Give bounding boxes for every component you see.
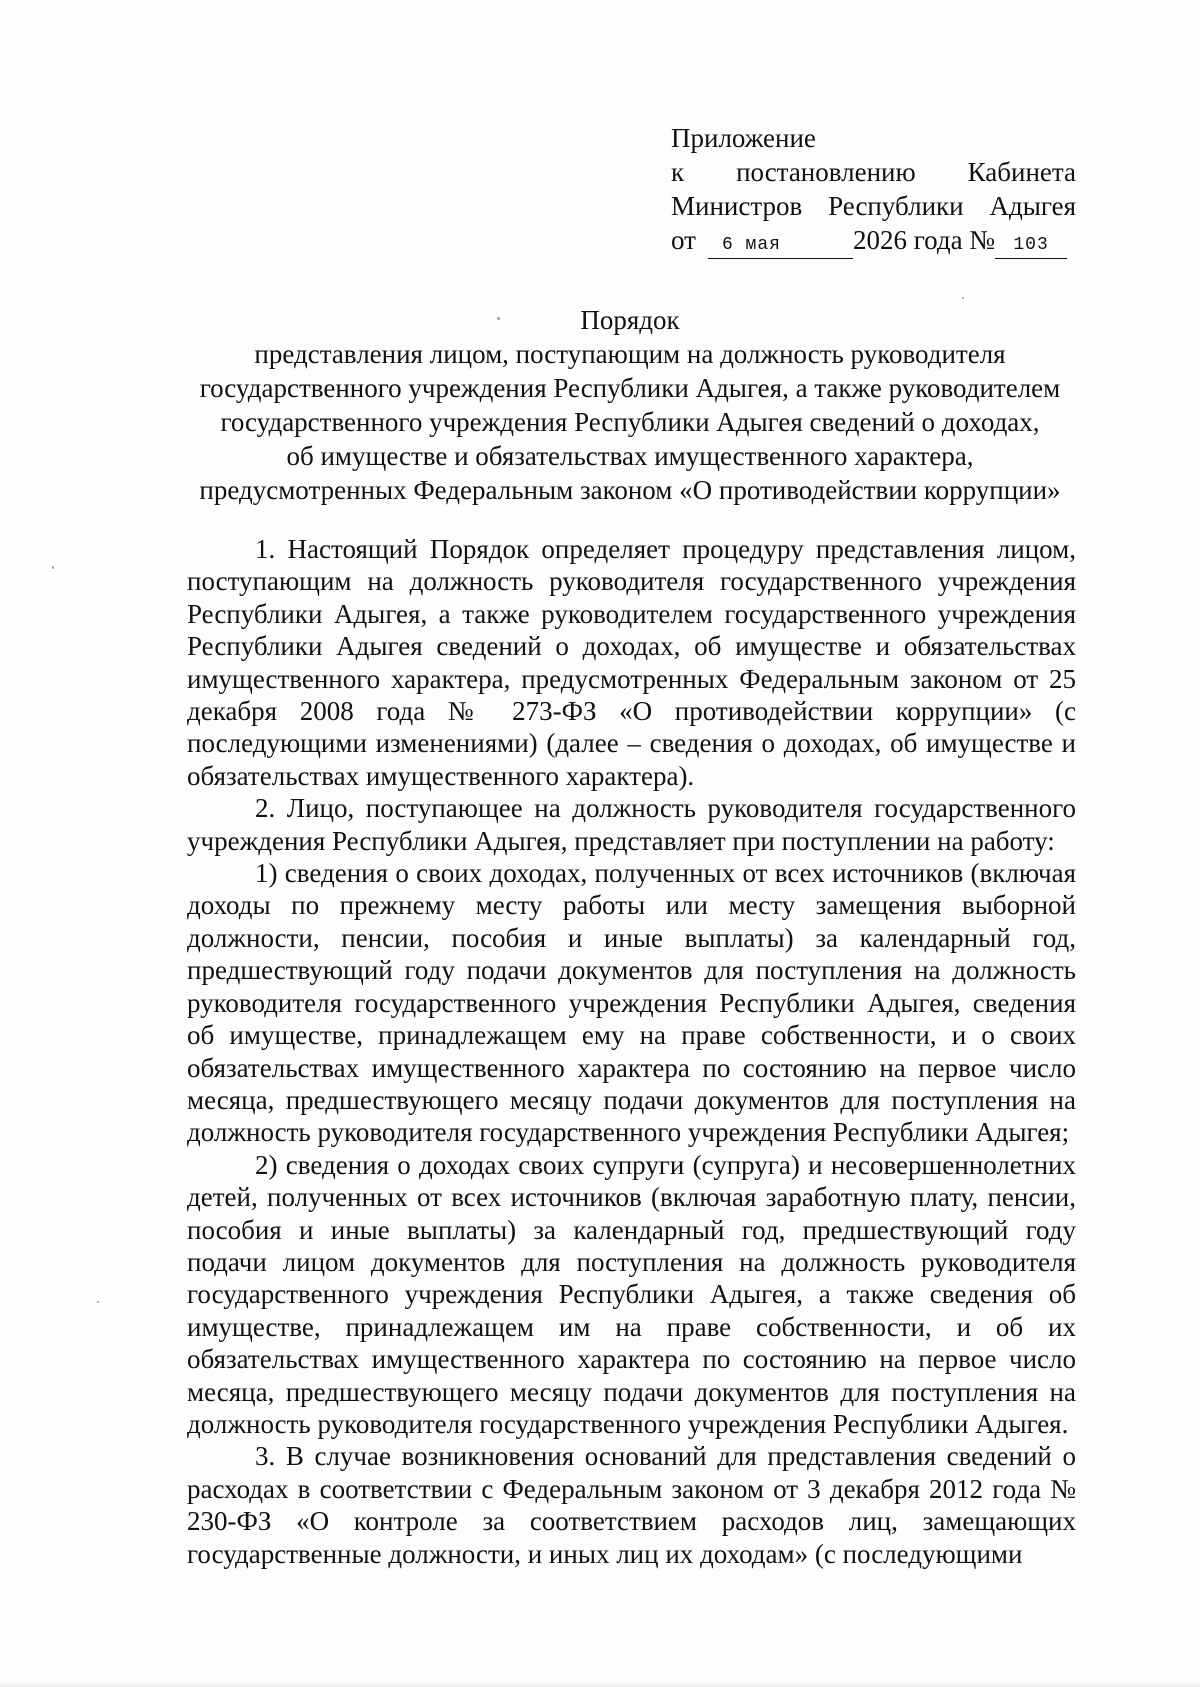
title-line: об имуществе и обязательствах имущественного характера, [286, 441, 974, 471]
title-line: государственного учреждения Республики Адыгея сведений о доходах, [220, 407, 1040, 437]
title-line: государственного учреждения Республики Адыгея, а также руководителем [199, 373, 1061, 403]
date-year: 2026 года № [852, 225, 996, 255]
paragraph-1: 1. Настоящий Порядок определяет процедуру представления лицом, поступающим на должность руководителя государственного учреждения Республики Адыгея, а также руководителем государственного учреждения Республики Адыгея сведений о доходах, об имуществе и обязательствах имущественного характера, предусмотренных Федеральным законом от 25 декабря 2008 года № 273-ФЗ «О противодействии коррупции» (с последующими изменениями) (далее – сведения о доходах, об имуществе и обязательствах имущественного характера). [187, 534, 1076, 791]
appendix-header [671, 121, 1076, 259]
title-line: представления лицом, поступающим на должность руководителя [254, 339, 1006, 369]
scan-speck [962, 297, 964, 299]
scan-speck [97, 1301, 99, 1303]
paragraph-2-item-1: 1) сведения о своих доходах, полученных от всех источников (включая доходы по прежнему месту работы или месту замещения выборной должности, пенсии, пособия и иные выплаты) за календарный год, предшествующий году подачи документов для поступления на должность руководителя государственного учреждения Республики Адыгея, сведения об имуществе, принадлежащем ему на праве собственности, и о своих обязательствах имущественного характера по состоянию на первое число месяца, предшествующего месяцу подачи документов для поступления на должность руководителя государственного учреждения Республики Адыгея; [187, 858, 1076, 1148]
document-title [150, 303, 1110, 507]
appendix-title: Приложение [671, 123, 816, 153]
document-body [187, 533, 1076, 1570]
paragraph-2: 2. Лицо, поступающее на должность руководителя государственного учреждения Республики Адыгея, представляет при поступлении на работу: [187, 793, 1076, 856]
appendix-resolution-line: к постановлению Кабинета [671, 157, 1076, 187]
title-line: предусмотренных Федеральным законом «О противодействии коррупции» [199, 475, 1061, 505]
title-heading: Порядок [580, 305, 680, 335]
date-day-field: 6 мая [708, 232, 853, 259]
scan-speck [497, 317, 500, 320]
appendix-date-line [671, 223, 1076, 259]
paragraph-2-item-2: 2) сведения о доходах своих супруги (супруга) и несовершеннолетних детей, полученных от всех источников (включая заработную плату, пенсии, пособия и иные выплаты) за календарный год, предшествующий году подачи лицом документов для поступления на должность руководителя государственного учреждения Республики Адыгея, а также сведения об имуществе, принадлежащем им на праве собственности, и об их обязательствах имущественного характера по состоянию на первое число месяца, предшествующего месяцу подачи документов для поступления на должность руководителя государственного учреждения Республики Адыгея. [187, 1149, 1076, 1439]
scan-edge [0, 1681, 1200, 1687]
scan-speck [52, 566, 54, 569]
date-prefix: от [671, 225, 696, 255]
document-number-field: 103 [995, 232, 1067, 259]
paragraph-3: 3. В случае возникновения оснований для представления сведений о расходах в соответствии с Федеральным законом от 3 декабря 2012 года № 230-ФЗ «О контроле за соответствием расходов лиц, замещающих государственные должности, и иных лиц их доходам» (с последующими [187, 1441, 1076, 1569]
appendix-cabinet-line: Министров Республики Адыгея [671, 191, 1076, 221]
